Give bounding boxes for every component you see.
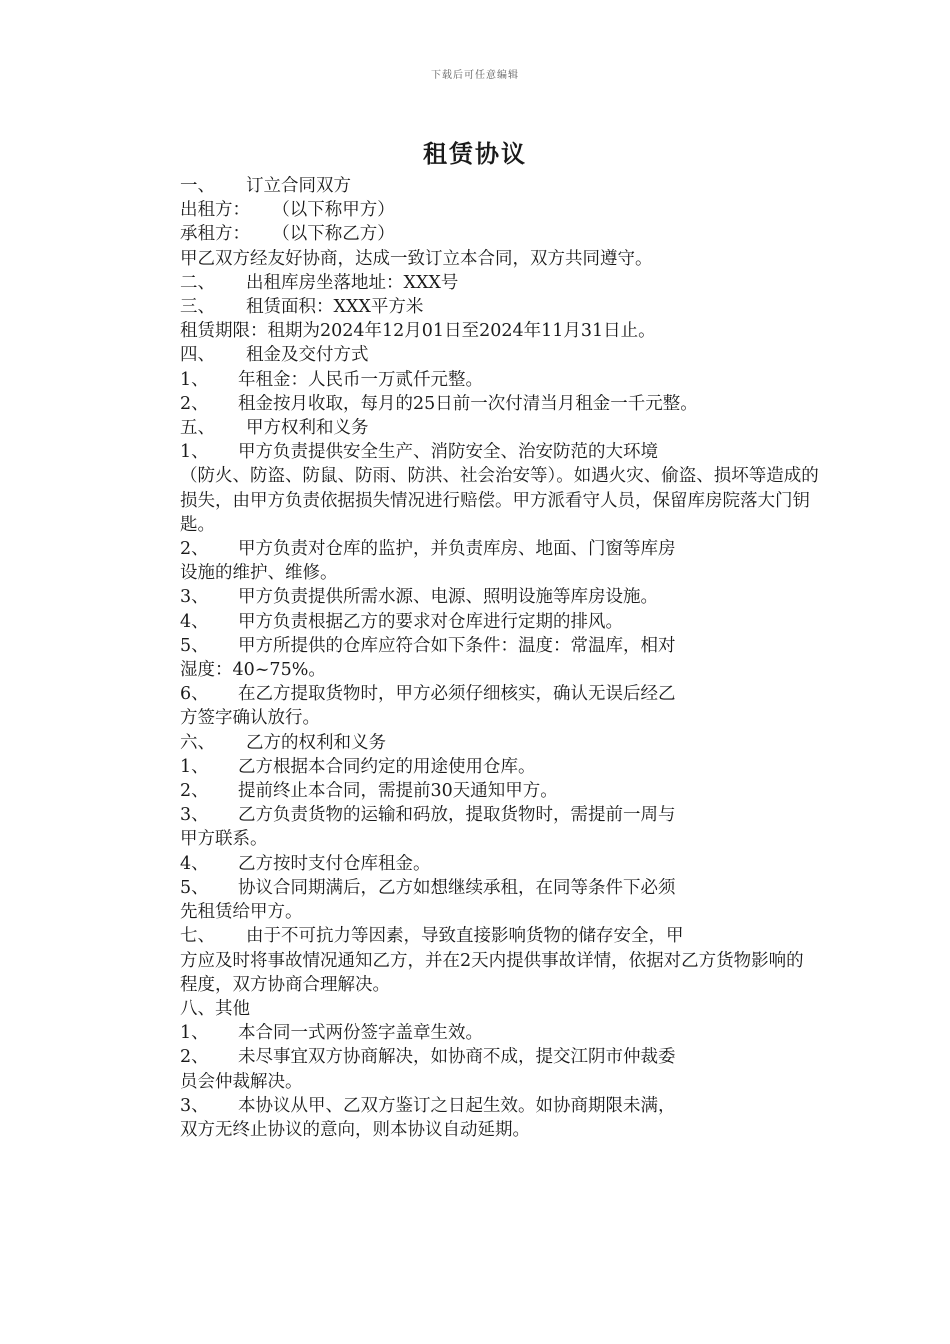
- clause-number: 1、: [180, 369, 209, 390]
- intro-paragraph: 甲乙双方经友好协商，达成一致订立本合同，双方共同遵守。: [180, 248, 653, 269]
- section-7-heading: [180, 924, 820, 948]
- section-3-heading: [180, 295, 820, 319]
- clause-number: 1、: [180, 442, 209, 463]
- clause-5-1: [180, 440, 820, 464]
- clause-6-4: [180, 852, 820, 876]
- clause-text: 年租金：人民币一万贰仟元整。: [238, 369, 483, 390]
- clause-5-6: [180, 682, 820, 706]
- section-5-heading: [180, 416, 820, 440]
- clause-number: 2、: [180, 781, 209, 802]
- clause-8-2: [180, 1045, 820, 1069]
- clause-8-3-continuation: 双方无终止协议的意向，则本协议自动延期。: [180, 1119, 530, 1140]
- clause-5-5-continuation: 湿度：40~75%。: [180, 660, 326, 681]
- clause-number: 2、: [180, 393, 209, 414]
- clause-number: 2、: [180, 539, 209, 560]
- clause-text: 在乙方提取货物时，甲方必须仔细核实，确认无误后经乙: [238, 684, 676, 705]
- clause-text: 甲方负责根据乙方的要求对仓库进行定期的排风。: [238, 611, 623, 632]
- section-title: 订立合同双方: [246, 176, 351, 196]
- clause-4-1: [180, 368, 820, 392]
- section-6-heading: [180, 731, 820, 755]
- clause-text: 甲方负责提供所需水源、电源、照明设施等库房设施。: [238, 587, 658, 608]
- clause-number: 3、: [180, 805, 209, 826]
- clause-6-2: [180, 779, 820, 803]
- clause-number: 4、: [180, 853, 209, 874]
- document-title: 租赁协议: [423, 139, 527, 168]
- document-body: [180, 174, 820, 1142]
- section-title: 租赁面积：XXX平方米: [246, 297, 424, 318]
- clause-5-4: [180, 610, 820, 634]
- clause-number: 1、: [180, 756, 209, 777]
- section-title: 出租库房坐落地址：XXX号: [246, 272, 459, 293]
- clause-5-2: [180, 537, 820, 561]
- clause-text: 甲方负责对仓库的监护，并负责库房、地面、门窗等库房: [238, 539, 676, 560]
- clause-number: 3、: [180, 587, 209, 608]
- section-8-heading: 八、其他: [180, 998, 250, 1019]
- section-number: 七、: [180, 926, 215, 947]
- clause-6-1: [180, 755, 820, 779]
- clause-text: 本协议从甲、乙双方鉴订之日起生效。如协商期限未满，: [238, 1095, 676, 1116]
- lease-term-line: 租赁期限：租期为2024年12月01日至2024年11月31日止。: [180, 321, 656, 342]
- section-4-heading: [180, 343, 820, 367]
- clause-6-5-continuation: 先租赁给甲方。: [180, 902, 303, 923]
- clause-text: 协议合同期满后，乙方如想继续承租，在同等条件下必须: [238, 877, 676, 898]
- clause-8-1: [180, 1021, 820, 1045]
- clause-text: 甲方所提供的仓库应符合如下条件：温度：常温库，相对: [238, 635, 676, 656]
- section-2-heading: [180, 271, 820, 295]
- clause-6-3-continuation: 甲方联系。: [180, 829, 268, 850]
- section-title: 租金及交付方式: [246, 345, 369, 366]
- clause-number: 4、: [180, 611, 209, 632]
- section-number: 五、: [180, 418, 215, 439]
- clause-text: 提前终止本合同，需提前30天通知甲方。: [238, 781, 558, 802]
- section-7-continuation: 方应及时将事故情况通知乙方，并在2天内提供事故详情，依据对乙方货物影响的程度，双方协商合理解决。: [180, 950, 804, 995]
- section-number: 六、: [180, 732, 215, 753]
- clause-5-2-continuation: 设施的维护、维修。: [180, 563, 338, 584]
- clause-5-6-continuation: 方签字确认放行。: [180, 708, 320, 729]
- section-number: 二、: [180, 272, 215, 293]
- lessee-line: 承租方： （以下称乙方）: [180, 224, 395, 245]
- clause-8-3: [180, 1094, 820, 1118]
- section-1-heading: [180, 174, 820, 198]
- clause-text: 乙方按时支付仓库租金。: [238, 853, 431, 874]
- clause-text: 乙方负责货物的运输和码放，提取货物时，需提前一周与: [238, 805, 676, 826]
- clause-5-1-continuation: （防火、防盗、防鼠、防雨、防洪、社会治安等）。如遇火灾、偷盗、损坏等造成的损失，由甲方负责依据损失情况进行赔偿。甲方派看守人员，保留库房院落大门钥匙。: [180, 466, 819, 535]
- section-number: 四、: [180, 345, 215, 366]
- section-number: 三、: [180, 297, 215, 318]
- section-title: 甲方权利和义务: [246, 418, 369, 439]
- section-number: 一、: [180, 176, 215, 196]
- clause-6-3: [180, 803, 820, 827]
- clause-number: 5、: [180, 635, 209, 656]
- clause-text: 乙方根据本合同约定的用途使用仓库。: [238, 756, 536, 777]
- clause-text: 甲方负责提供安全生产、消防安全、治安防范的大环境: [238, 442, 658, 463]
- clause-text: 未尽事宜双方协商解决，如协商不成，提交江阴市仲裁委: [238, 1047, 676, 1068]
- section-text: 由于不可抗力等因素，导致直接影响货物的储存安全，甲: [246, 926, 684, 947]
- clause-text: 租金按月收取，每月的25日前一次付清当月租金一千元整。: [238, 393, 698, 414]
- clause-6-5: [180, 876, 820, 900]
- page-header-note: 下载后可任意编辑: [431, 70, 519, 81]
- section-title: 乙方的权利和义务: [246, 732, 386, 753]
- clause-number: 5、: [180, 877, 209, 898]
- clause-text: 本合同一式两份签字盖章生效。: [238, 1023, 483, 1044]
- clause-4-2: [180, 392, 820, 416]
- clause-8-2-continuation: 员会仲裁解决。: [180, 1071, 303, 1092]
- clause-5-5: [180, 634, 820, 658]
- clause-number: 6、: [180, 684, 209, 705]
- clause-number: 3、: [180, 1095, 209, 1116]
- clause-number: 2、: [180, 1047, 209, 1068]
- clause-number: 1、: [180, 1023, 209, 1044]
- clause-5-3: [180, 585, 820, 609]
- lessor-line: 出租方： （以下称甲方）: [180, 200, 395, 221]
